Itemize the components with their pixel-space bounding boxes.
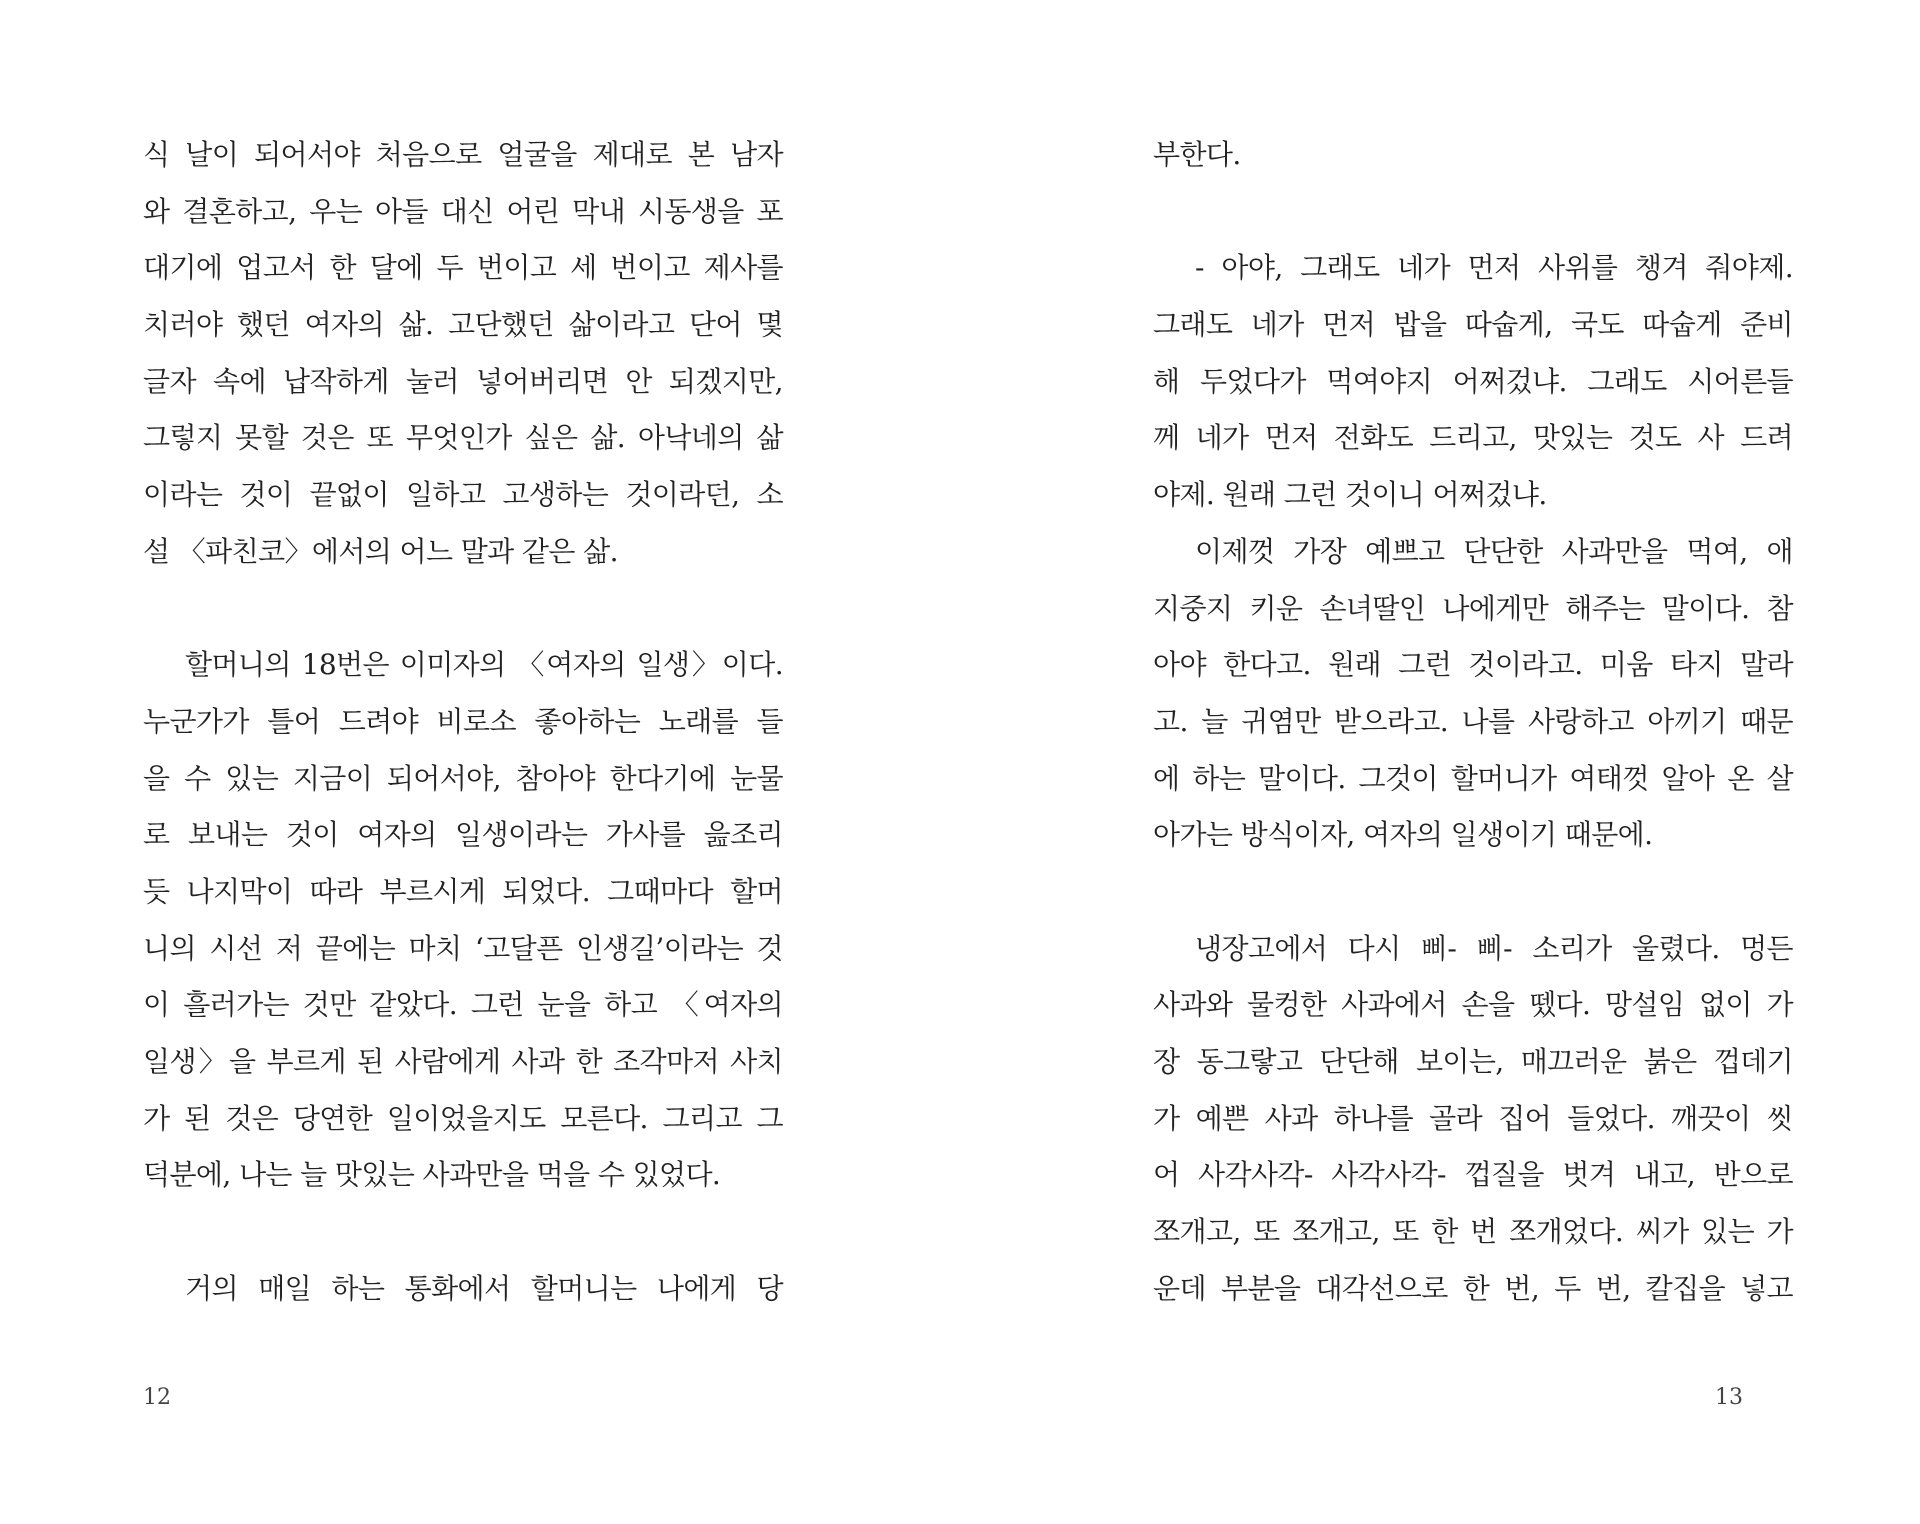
text-line: 어 사각사각- 사각사각- 껍질을 벗겨 내고, 반으로 <box>1153 1158 1793 1192</box>
text-line: 냉장고에서 다시 삐- 삐- 소리가 울렸다. 멍든 <box>1195 931 1793 965</box>
paragraph-gap <box>143 1204 783 1261</box>
text-line: 아야 한다고. 원래 그런 것이라고. 미움 타지 말라 <box>1153 648 1793 682</box>
text-line: 장 동그랗고 단단해 보이는, 매끄러운 붉은 껍데기 <box>1153 1045 1793 1078</box>
text-line: 거의 매일 하는 통화에서 할머니는 나에게 당 <box>185 1271 783 1305</box>
text-line: 부한다. <box>1153 138 1241 171</box>
paragraph-gap <box>1153 184 1793 241</box>
text-line: 덕분에, 나는 늘 맛있는 사과만을 먹을 수 있었다. <box>143 1158 721 1192</box>
text-line: 이 흘러가는 것만 같았다. 그런 눈을 하고 〈여자의 <box>143 988 783 1022</box>
text-line: 설 〈파친코〉에서의 어느 말과 같은 삶. <box>143 534 618 568</box>
text-line: 식 날이 되어서야 처음으로 얼굴을 제대로 본 남자 <box>143 138 783 171</box>
text-line: - 아야, 그래도 네가 먼저 사위를 챙겨 줘야제. <box>1195 251 1793 285</box>
text-line: 이라는 것이 끝없이 일하고 고생하는 것이라던, 소 <box>143 478 783 512</box>
page-number: 13 <box>1715 1385 1743 1410</box>
text-line: 지중지 키운 손녀딸인 나에게만 해주는 말이다. 참 <box>1153 591 1793 625</box>
text-line: 그래도 네가 먼저 밥을 따숩게, 국도 따숩게 준비 <box>1153 308 1793 342</box>
text-line: 할머니의 18번은 이미자의 〈여자의 일생〉이다. <box>185 648 783 682</box>
left-page-text <box>143 127 783 1317</box>
paragraph-gap <box>1153 864 1793 921</box>
text-line: 대기에 업고서 한 달에 두 번이고 세 번이고 제사를 <box>143 251 783 285</box>
text-line: 사과와 물컹한 사과에서 손을 뗐다. 망설임 없이 가 <box>1153 988 1793 1022</box>
text-line: 쪼개고, 또 쪼개고, 또 한 번 쪼개었다. 씨가 있는 가 <box>1153 1215 1793 1249</box>
text-line: 에 하는 말이다. 그것이 할머니가 여태껏 알아 온 살 <box>1153 761 1793 795</box>
text-line: 로 보내는 것이 여자의 일생이라는 가사를 읊조리 <box>143 818 783 852</box>
text-line: 와 결혼하고, 우는 아들 대신 어린 막내 시동생을 포 <box>143 194 783 228</box>
text-line: 야제. 원래 그런 것이니 어쩌겄냐. <box>1153 478 1547 512</box>
paragraph-gap <box>143 581 783 638</box>
right-page-text <box>1153 127 1793 1317</box>
text-line: 그렇지 못할 것은 또 무엇인가 싶은 삶. 아낙네의 삶 <box>143 421 783 455</box>
text-line: 니의 시선 저 끝에는 마치 ‘고달픈 인생길’이라는 것 <box>143 931 783 965</box>
text-line: 듯 나지막이 따라 부르시게 되었다. 그때마다 할머 <box>143 874 783 908</box>
text-line: 아가는 방식이자, 여자의 일생이기 때문에. <box>1153 818 1653 852</box>
text-line: 누군가가 틀어 드려야 비로소 좋아하는 노래를 들 <box>143 704 783 738</box>
text-line: 운데 부분을 대각선으로 한 번, 두 번, 칼집을 넣고 <box>1153 1271 1793 1305</box>
text-line: 고. 늘 귀염만 받으라고. 나를 사랑하고 아끼기 때문 <box>1153 704 1793 738</box>
text-line: 일생〉을 부르게 된 사람에게 사과 한 조각마저 사치 <box>143 1045 783 1078</box>
text-line: 가 예쁜 사과 하나를 골라 집어 들었다. 깨끗이 씻 <box>1153 1101 1793 1135</box>
text-line: 해 두었다가 먹여야지 어쩌겄냐. 그래도 시어른들 <box>1153 364 1793 398</box>
text-line: 글자 속에 납작하게 눌러 넣어버리면 안 되겠지만, <box>143 364 783 398</box>
text-line: 가 된 것은 당연한 일이었을지도 모른다. 그리고 그 <box>143 1101 783 1135</box>
text-line: 이제껏 가장 예쁘고 단단한 사과만을 먹여, 애 <box>1195 534 1793 568</box>
text-line: 치러야 했던 여자의 삶. 고단했던 삶이라고 단어 몇 <box>143 308 783 342</box>
text-line: 을 수 있는 지금이 되어서야, 참아야 한다기에 눈물 <box>143 761 783 795</box>
text-line: 께 네가 먼저 전화도 드리고, 맛있는 것도 사 드려 <box>1153 421 1793 455</box>
page-number: 12 <box>143 1385 171 1410</box>
right-page <box>960 0 1920 1524</box>
